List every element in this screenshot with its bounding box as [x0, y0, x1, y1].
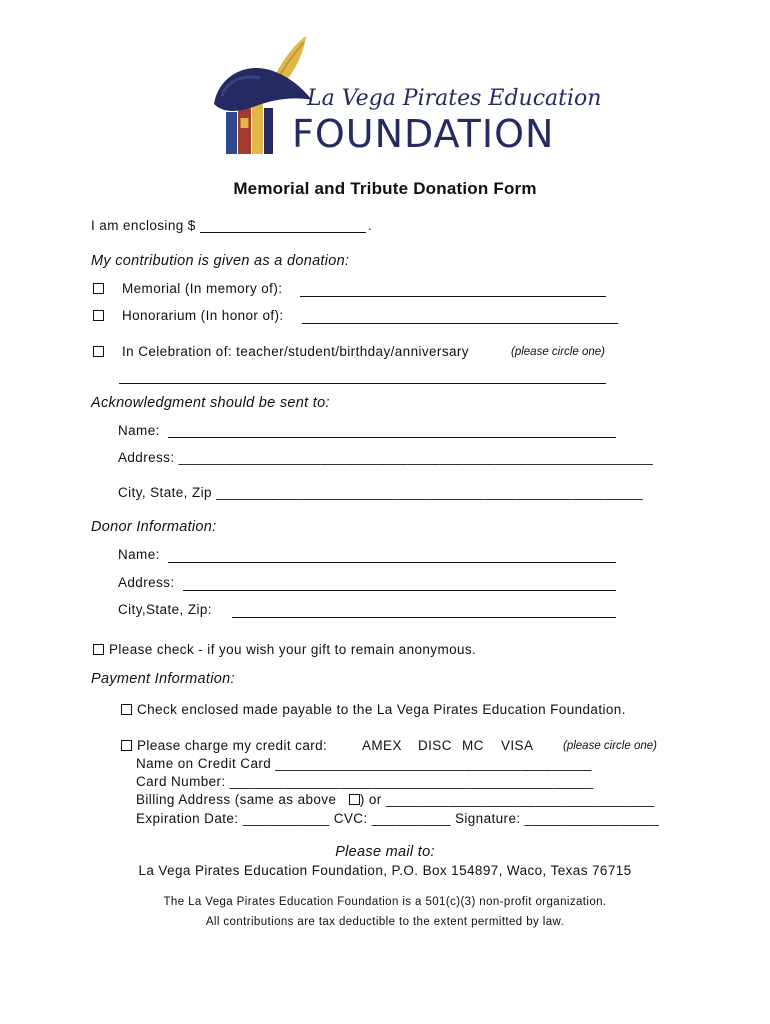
- ack-name-field[interactable]: [168, 437, 616, 438]
- memorial-checkbox[interactable]: [93, 283, 104, 294]
- charge-card-label: Please charge my credit card:: [137, 738, 328, 753]
- anonymous-row[interactable]: [93, 642, 476, 657]
- card-type-disc[interactable]: DISC: [418, 738, 452, 753]
- celebration-note: (please circle one): [511, 346, 605, 358]
- charge-card-checkbox[interactable]: [121, 740, 132, 751]
- celebration-label: In Celebration of: teacher/student/birthday/anniversary: [122, 344, 469, 359]
- billing-address-or: ) or __________________________________: [359, 792, 655, 807]
- anonymous-label: Please check - if you wish your gift to remain anonymous.: [109, 642, 477, 657]
- celebration-checkbox[interactable]: [93, 346, 104, 357]
- footer-nonprofit: The La Vega Pirates Education Foundation is a 501(c)(3) non-profit organization.: [163, 896, 607, 908]
- honorarium-field[interactable]: [302, 323, 618, 324]
- payment-heading: Payment Information:: [91, 671, 235, 687]
- logo-line-2: FOUNDATION: [292, 112, 555, 156]
- donor-city-state-zip-field[interactable]: [232, 617, 616, 618]
- memorial-label: Memorial (In memory of):: [122, 281, 283, 296]
- logo-line-1: La Vega Pirates Education: [307, 86, 602, 111]
- donor-heading: Donor Information:: [91, 519, 217, 535]
- form-title: Memorial and Tribute Donation Form: [233, 179, 537, 198]
- enclosing-end: .: [368, 218, 373, 233]
- contribution-heading: My contribution is given as a donation:: [91, 253, 350, 269]
- billing-address-row[interactable]: [136, 792, 655, 807]
- card-type-amex[interactable]: AMEX: [362, 738, 402, 753]
- card-type-note: (please circle one): [563, 740, 657, 752]
- mail-address: La Vega Pirates Education Foundation, P.O. Box 154897, Waco, Texas 76715: [138, 863, 632, 878]
- enclosing-label: I am enclosing $: [91, 218, 196, 233]
- honorarium-checkbox[interactable]: [93, 310, 104, 321]
- memorial-field[interactable]: [300, 296, 606, 297]
- charge-card-row[interactable]: [121, 738, 327, 753]
- card-type-visa[interactable]: VISA: [501, 738, 534, 753]
- ack-address[interactable]: Address: ____________________________________________________________: [118, 450, 654, 465]
- donor-city-state-zip-label: City,State, Zip:: [118, 602, 212, 617]
- enclosing-amount-field[interactable]: [200, 232, 366, 233]
- donor-address-label: Address:: [118, 575, 175, 590]
- ack-city-state-zip[interactable]: City, State, Zip ______________________________________________________: [118, 485, 644, 500]
- donor-name-field[interactable]: [168, 562, 616, 563]
- expiration-cvc-signature[interactable]: Expiration Date: ___________ CVC: __________ Signature: _________________: [136, 811, 660, 826]
- same-as-above-checkbox[interactable]: [349, 794, 360, 805]
- ack-name-label: Name:: [118, 423, 160, 438]
- donor-address-field[interactable]: [183, 590, 616, 591]
- celebration-field[interactable]: [119, 383, 606, 384]
- ack-heading: Acknowledgment should be sent to:: [91, 395, 330, 411]
- card-number[interactable]: Card Number: ______________________________________________: [136, 774, 594, 789]
- check-enclosed-label: Check enclosed made payable to the La Vega Pirates Education Foundation.: [137, 702, 626, 717]
- check-enclosed-row[interactable]: [121, 702, 626, 717]
- check-enclosed-checkbox[interactable]: [121, 704, 132, 715]
- card-type-mc[interactable]: MC: [462, 738, 484, 753]
- anonymous-checkbox[interactable]: [93, 644, 104, 655]
- honorarium-label: Honorarium (In honor of):: [122, 308, 284, 323]
- footer-tax: All contributions are tax deductible to the extent permitted by law.: [205, 916, 565, 928]
- logo: [212, 34, 602, 159]
- donor-name-label: Name:: [118, 547, 160, 562]
- mail-heading: Please mail to:: [335, 844, 435, 860]
- name-on-card[interactable]: Name on Credit Card ________________________________________: [136, 756, 592, 771]
- billing-address-label: Billing Address (same as above: [136, 792, 337, 807]
